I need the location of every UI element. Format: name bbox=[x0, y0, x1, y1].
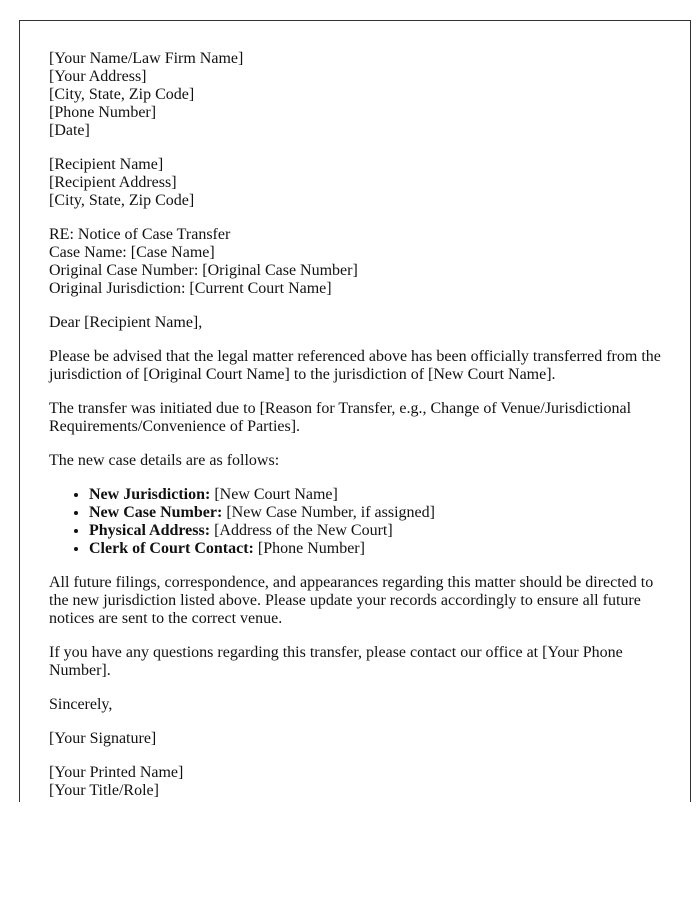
recipient-name: [Recipient Name] bbox=[49, 156, 164, 173]
detail-value: [Address of the New Court] bbox=[210, 522, 393, 539]
detail-value: [Phone Number] bbox=[253, 540, 365, 557]
re-block bbox=[49, 226, 661, 298]
paragraph-future-filings: All future filings, correspondence, and appearances regarding this matter should be directed to the new jurisdiction listed above. Please update your records accordingly to ensure all future notices are sent to the correct venue. bbox=[49, 574, 654, 627]
sender-name: [Your Name/Law Firm Name] bbox=[49, 50, 244, 67]
detail-value: [New Court Name] bbox=[210, 486, 338, 503]
signoff-block bbox=[49, 764, 661, 800]
list-item bbox=[89, 486, 661, 504]
signature: [Your Signature] bbox=[49, 730, 157, 747]
details-list bbox=[49, 486, 661, 558]
sender-city: [City, State, Zip Code] bbox=[49, 86, 195, 103]
sender-phone: [Phone Number] bbox=[49, 104, 157, 121]
re-subject: RE: Notice of Case Transfer bbox=[49, 226, 231, 243]
detail-label: New Jurisdiction: bbox=[89, 486, 211, 503]
letter-date: [Date] bbox=[49, 122, 90, 139]
letter-page bbox=[19, 20, 691, 802]
paragraph-contact: If you have any questions regarding this transfer, please contact our office at [Your Phone Number]. bbox=[49, 644, 623, 679]
recipient-block bbox=[49, 156, 661, 210]
re-jurisdiction: Original Jurisdiction: [Current Court Name] bbox=[49, 280, 332, 297]
closing: Sincerely, bbox=[49, 696, 113, 713]
paragraph-reason: The transfer was initiated due to [Reason for Transfer, e.g., Change of Venue/Jurisdictional Requirements/Convenience of Parties]. bbox=[49, 400, 632, 435]
re-case-number: Original Case Number: [Original Case Number] bbox=[49, 262, 358, 279]
detail-label: Clerk of Court Contact: bbox=[89, 540, 254, 557]
recipient-address: [Recipient Address] bbox=[49, 174, 177, 191]
sender-block bbox=[49, 50, 661, 140]
paragraph-details-intro: The new case details are as follows: bbox=[49, 452, 280, 469]
title-role: [Your Title/Role] bbox=[49, 782, 159, 799]
list-item bbox=[89, 504, 661, 522]
list-item bbox=[89, 522, 661, 540]
recipient-city: [City, State, Zip Code] bbox=[49, 192, 195, 209]
list-item bbox=[89, 540, 661, 558]
detail-value: [New Case Number, if assigned] bbox=[222, 504, 435, 521]
detail-label: New Case Number: bbox=[89, 504, 223, 521]
salutation: Dear [Recipient Name], bbox=[49, 314, 203, 331]
paragraph-transfer: Please be advised that the legal matter referenced above has been officially transferred from the jurisdiction of [Original Court Name] to the jurisdiction of [New Court Name]. bbox=[49, 348, 661, 383]
sender-address: [Your Address] bbox=[49, 68, 147, 85]
printed-name: [Your Printed Name] bbox=[49, 764, 184, 781]
detail-label: Physical Address: bbox=[89, 522, 211, 539]
re-case-name: Case Name: [Case Name] bbox=[49, 244, 215, 261]
